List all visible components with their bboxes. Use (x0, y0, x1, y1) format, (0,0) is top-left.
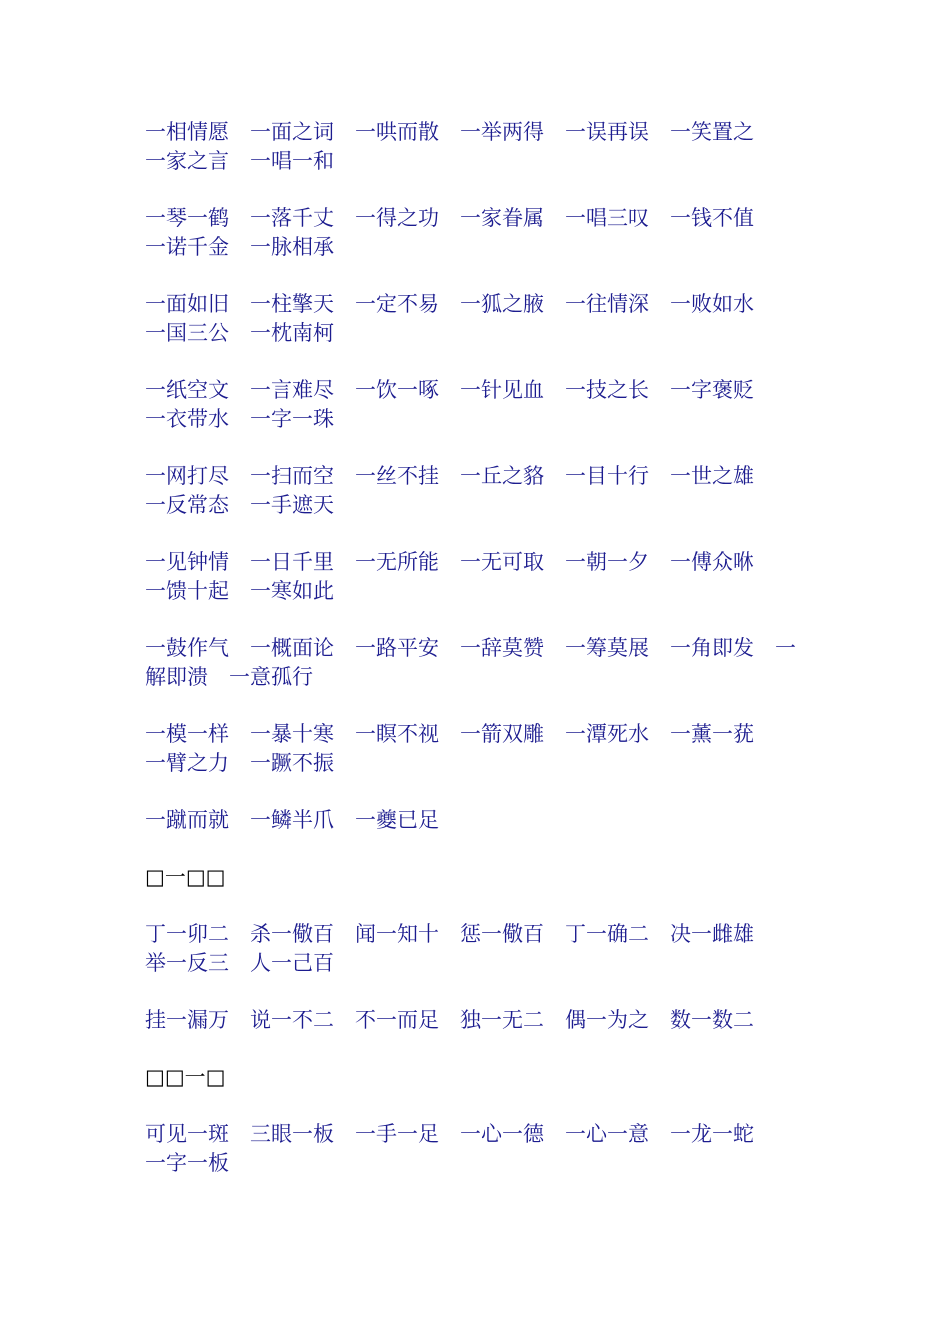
idiom-group (145, 290, 825, 348)
idiom-line: 一衣带水 一字一珠 (145, 407, 334, 431)
idiom-line: 挂一漏万 说一不二 不一而足 独一无二 偶一为之 数一数二 (145, 1008, 754, 1032)
idiom-line: 一琴一鹤 一落千丈 一得之功 一家眷属 一唱三叹 一钱不值 (145, 206, 754, 230)
idiom-group (145, 548, 825, 606)
pattern-heading: □一□□ (145, 865, 226, 889)
idiom-group (145, 720, 825, 778)
idiom-group (145, 1006, 825, 1035)
idiom-group (145, 462, 825, 520)
idiom-line: 一网打尽 一扫而空 一丝不挂 一丘之貉 一目十行 一世之雄 (145, 464, 754, 488)
idiom-line: 一诺千金 一脉相承 (145, 235, 334, 259)
idiom-line: 一字一板 (145, 1151, 229, 1175)
document-page (145, 118, 825, 1206)
idiom-line: 一臂之力 一蹶不振 (145, 751, 334, 775)
idiom-line: 一模一样 一暴十寒 一瞑不视 一箭双雕 一潭死水 一薰一莸 (145, 722, 754, 746)
idiom-group (145, 634, 825, 692)
idiom-group (145, 806, 825, 835)
idiom-line: 举一反三 人一己百 (145, 951, 334, 975)
idiom-line: 一馈十起 一寒如此 (145, 579, 334, 603)
idiom-line: 一家之言 一唱一和 (145, 149, 334, 173)
idiom-line: 一见钟情 一日千里 一无所能 一无可取 一朝一夕 一傅众咻 (145, 550, 754, 574)
idiom-line: 一国三公 一枕南柯 (145, 321, 334, 345)
idiom-group (145, 118, 825, 176)
idiom-line: 丁一卯二 杀一儆百 闻一知十 惩一儆百 丁一确二 决一雌雄 (145, 922, 754, 946)
idiom-line: 一鼓作气 一概面论 一路平安 一辞莫赞 一筹莫展 一角即发 一 (145, 636, 796, 660)
pattern-heading: □□一□ (145, 1065, 226, 1089)
idiom-line: 一纸空文 一言难尽 一饮一啄 一针见血 一技之长 一字褒贬 (145, 378, 754, 402)
idiom-line: 一反常态 一手遮天 (145, 493, 334, 517)
idiom-group (145, 204, 825, 262)
idiom-line: 可见一斑 三眼一板 一手一足 一心一德 一心一意 一龙一蛇 (145, 1122, 754, 1146)
idiom-group (145, 376, 825, 434)
idiom-line: 一面如旧 一柱擎天 一定不易 一狐之腋 一往情深 一败如水 (145, 292, 754, 316)
idiom-line: 解即溃 一意孤行 (145, 665, 313, 689)
idiom-line: 一相情愿 一面之词 一哄而散 一举两得 一误再误 一笑置之 (145, 120, 754, 144)
idiom-line: 一蹴而就 一鳞半爪 一夔已足 (145, 808, 439, 832)
idiom-group (145, 920, 825, 978)
idiom-group (145, 1120, 825, 1178)
